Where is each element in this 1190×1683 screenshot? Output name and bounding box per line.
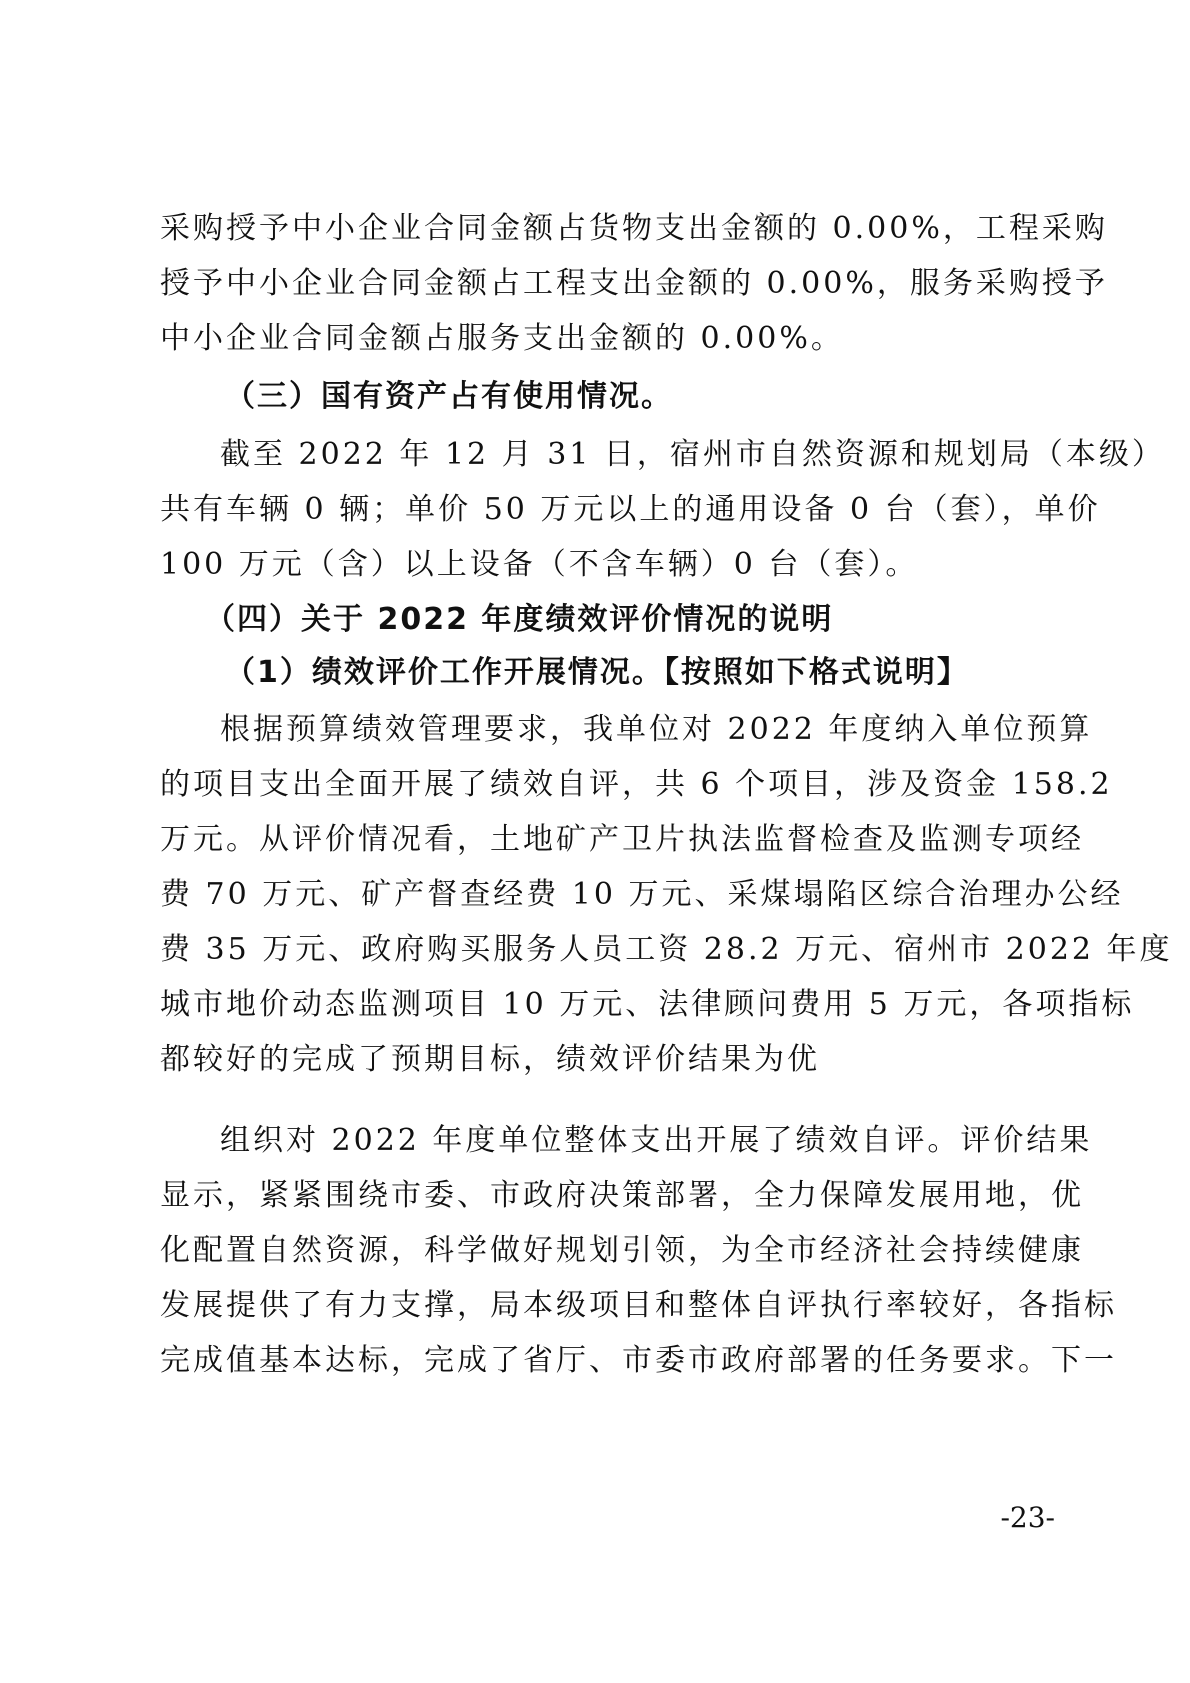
paragraph-line: 显示，紧紧围绕市委、市政府决策部署，全力保障发展用地，优 bbox=[160, 1178, 1084, 1213]
paragraph-line: 完成值基本达标，完成了省厅、市委市政府部署的任务要求。下一 bbox=[160, 1343, 1117, 1378]
paragraph-line: 授予中小企业合同金额占工程支出金额的 0.00%，服务采购授予 bbox=[160, 266, 1108, 301]
paragraph-line: 费 70 万元、矿产督查经费 10 万元、采煤塌陷区综合治理办公经 bbox=[160, 877, 1124, 912]
section-heading-state-assets: （三）国有资产占有使用情况。 bbox=[225, 379, 673, 414]
paragraph-line: 根据预算绩效管理要求，我单位对 2022 年度纳入单位预算 bbox=[220, 712, 1093, 747]
paragraph-line: 都较好的完成了预期目标，绩效评价结果为优 bbox=[160, 1042, 820, 1077]
paragraph-line: 截至 2022 年 12 月 31 日，宿州市自然资源和规划局（本级） bbox=[220, 437, 1165, 472]
paragraph-line: 费 35 万元、政府购买服务人员工资 28.2 万元、宿州市 2022 年度 bbox=[160, 932, 1173, 967]
paragraph-line: 城市地价动态监测项目 10 万元、法律顾问费用 5 万元，各项指标 bbox=[160, 987, 1135, 1022]
paragraph-line: 万元。从评价情况看，土地矿产卫片执法监督检查及监测专项经 bbox=[160, 822, 1084, 857]
paragraph-line: 组织对 2022 年度单位整体支出开展了绩效自评。评价结果 bbox=[220, 1123, 1093, 1158]
section-heading-performance: （四）关于 2022 年度绩效评价情况的说明 bbox=[205, 602, 834, 637]
paragraph-line: 的项目支出全面开展了绩效自评，共 6 个项目，涉及资金 158.2 bbox=[160, 767, 1113, 802]
paragraph-line: 化配置自然资源，科学做好规划引领，为全市经济社会持续健康 bbox=[160, 1233, 1084, 1268]
paragraph-line: 100 万元（含）以上设备（不含车辆）0 台（套）。 bbox=[160, 547, 919, 582]
paragraph-line: 发展提供了有力支撑，局本级项目和整体自评执行率较好，各指标 bbox=[160, 1288, 1117, 1323]
paragraph-line: 中小企业合同金额占服务支出金额的 0.00%。 bbox=[160, 321, 844, 356]
page-number: -23- bbox=[1000, 1501, 1055, 1534]
paragraph-line: 采购授予中小企业合同金额占货物支出金额的 0.00%，工程采购 bbox=[160, 211, 1108, 246]
subsection-heading-evaluation: （1）绩效评价工作开展情况。【按照如下格式说明】 bbox=[225, 655, 969, 690]
paragraph-line: 共有车辆 0 辆；单价 50 万元以上的通用设备 0 台（套），单价 bbox=[160, 492, 1101, 527]
